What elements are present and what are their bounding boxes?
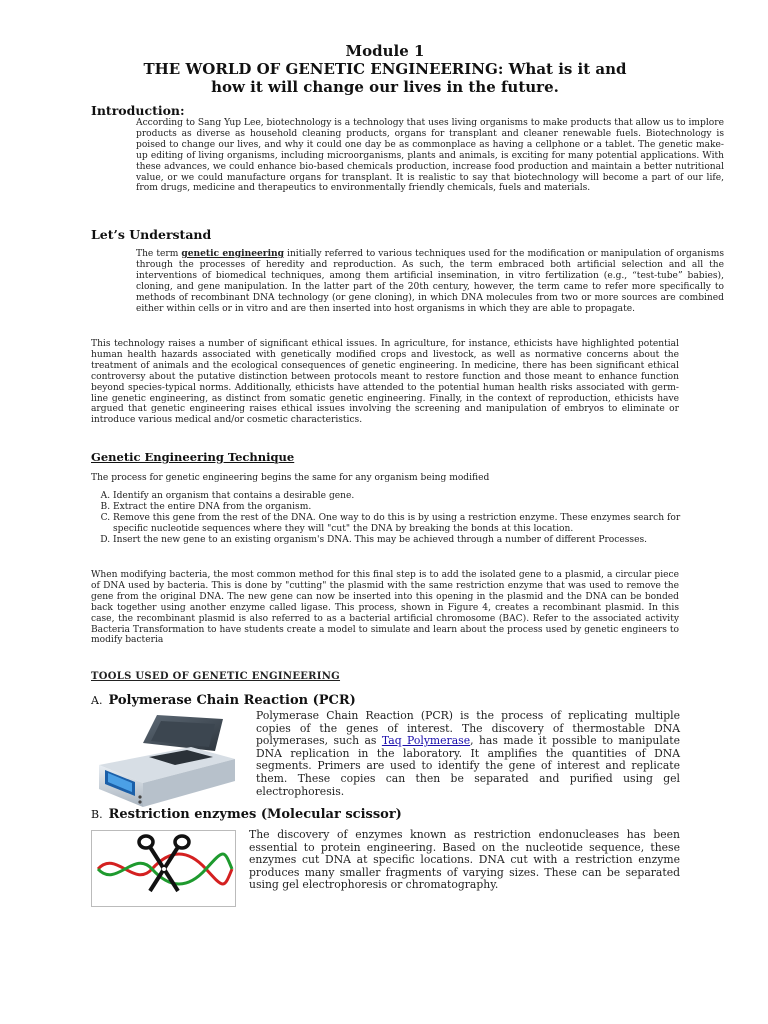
bacteria-paragraph: When modifying bacteria, the most common method for this final step is to add the isolated gene to a plasmid, a circular piece of DNA used by bacteria. This is done by "cutting" the plasmid with the same restriction enzyme that was used to remove the gene from the original DNA. The new gene can now be inserted into this opening in the plasmid and the DNA can be bonded back together using another enzyme called ligase. This process, shown in Figure 4, creates a recombinant plasmid. In this case, the recombinant plasmid is also referred to as a bacterial artificial chromosome (BAC). Refer to the associated activity Bacteria Transformation to have students create a model to simulate and learn about the process used by genetic engineers to modify bacteria bbox=[91, 570, 679, 646]
pcr-description: Polymerase Chain Reaction (PCR) is the process of replicating multiple copies of the genes of interest. The discovery of thermostable DNA polymerases, such as Taq Polymerase, has made it possible to manipulate DNA replication in the laboratory. It amplifies the quantities of DNA segments. Primers are used to identify the gene of interest and replicate them. These copies can then be separated and purified using gel electrophoresis. bbox=[256, 709, 680, 798]
introduction-heading: Introduction: bbox=[91, 103, 185, 118]
dna-scissors-icon bbox=[92, 831, 235, 906]
page-title bbox=[90, 42, 680, 96]
title-line-1: THE WORLD OF GENETIC ENGINEERING: What is it and bbox=[143, 60, 627, 78]
restriction-enzymes-title: B. Restriction enzymes (Molecular scissor) bbox=[91, 807, 402, 822]
pcr-title: A. Polymerase Chain Reaction (PCR) bbox=[91, 693, 356, 708]
dna-scissors-image bbox=[91, 830, 236, 907]
list-item: A. Identify an organism that contains a desirable gene. bbox=[113, 491, 688, 502]
tools-heading: TOOLS USED OF GENETIC ENGINEERING bbox=[91, 671, 341, 682]
introduction-paragraph: According to Sang Yup Lee, biotechnology is a technology that uses living organisms to make products that allow us to implore products as diverse as household cleaning products, organs for transplant and cleaner renewable fuels. Biotechnology is poised to change our lives, and why it could one day be as commonplace as having a cellphone or a tablet. The genetic make-up editing of living organisms, including microorganisms, plants and animals, is exciting for many potential applications. With these advances, we could enhance bio-based chemicals production, increase food production and maintain a better nutritional value, or we could manufacture organs for transplant. It is realistic to say that biotechnology will become a part of our life, from drugs, medicine and therapeutics to environmentally friendly chemicals, fuels and materials. bbox=[136, 118, 724, 194]
technique-heading: Genetic Engineering Technique bbox=[91, 450, 295, 464]
lets-understand-paragraph-1: The term genetic engineering initially referred to various techniques used for the modification or manipulation of organisms through the processes of heredity and reproduction. As such, the term embraced both artificial selection and all the interventions of biomedical techniques, among them artificial insemination, in vitro fertilization (e.g., “test-tube” babies), cloning, and gene manipulation. In the latter part of the 20th century, however, the term came to refer more specifically to methods of recombinant DNA technology (or gene cloning), in which DNA molecules from two or more sources are combined either within cells or in vitro and are then inserted into host organisms in which they are able to propagate. bbox=[136, 248, 724, 314]
technique-steps-list bbox=[91, 491, 688, 546]
pcr-thermocycler-icon bbox=[91, 713, 241, 809]
taq-polymerase-link[interactable]: Taq Polymerase bbox=[381, 734, 471, 748]
technique-intro: The process for genetic engineering begins the same for any organism being modified bbox=[91, 473, 490, 483]
lets-understand-heading: Let’s Understand bbox=[91, 227, 212, 242]
list-item: C. Remove this gene from the rest of the DNA. One way to do this is by using a restriction enzyme. These enzymes search for specific nucleotide sequences where they will "cut" the DNA by breaking the bonds at this location. bbox=[113, 513, 688, 535]
genetic-engineering-term: genetic engineering bbox=[181, 248, 285, 259]
title-line-2: how it will change our lives in the future. bbox=[211, 78, 559, 96]
list-item: B. Extract the entire DNA from the organism. bbox=[113, 502, 688, 513]
list-item: D. Insert the new gene to an existing organism's DNA. This may be achieved through a number of different Processes. bbox=[113, 535, 688, 546]
lets-understand-paragraph-2: This technology raises a number of significant ethical issues. In agriculture, for instance, ethicists have highlighted potential human health hazards associated with genetically modified crops and livestock, as well as normative concerns about the treatment of animals and the ecological consequences of genetic engineering. In medicine, there has been significant ethical controversy about the putative distinction between protocols meant to restore function and those meant to enhance function beyond species-typical norms. Additionally, ethicists have attended to the potential human health risks associated with germ-line genetic engineering, as distinct from somatic genetic engineering. Finally, in the context of reproduction, ethicists have argued that genetic engineering raises ethical issues involving the screening and manipulation of embryos to eliminate or introduce various medical and/or cosmetic characteristics. bbox=[91, 339, 679, 426]
restriction-enzymes-description: The discovery of enzymes known as restriction endonucleases has been essential to protein engineering. Based on the nucleotide sequence, these enzymes cut DNA at specific locations. DNA cut with a restriction enzyme produces many smaller fragments of varying sizes. These can be separated using gel electrophoresis or chromatography. bbox=[249, 828, 680, 892]
module-label: Module 1 bbox=[345, 42, 425, 60]
